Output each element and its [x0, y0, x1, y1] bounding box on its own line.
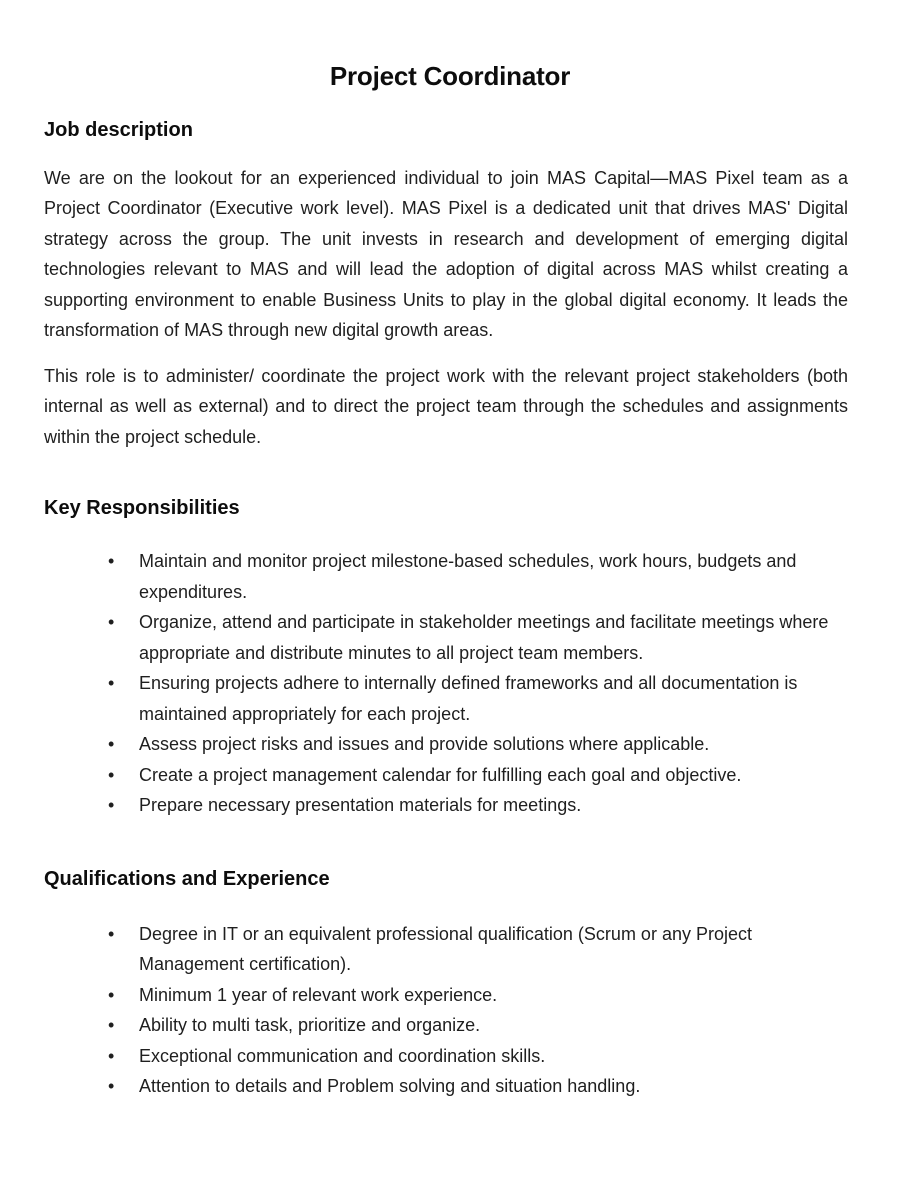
list-item: [32, 1041, 868, 1072]
list-item: [32, 729, 868, 760]
page-title: Project Coordinator: [329, 61, 571, 91]
list-item-text: Exceptional communication and coordination skills.: [139, 1045, 546, 1066]
bullet-icon: •: [108, 673, 115, 694]
bullet-icon: •: [108, 764, 115, 785]
list-item-text: Prepare necessary presentation materials for meetings.: [139, 795, 582, 816]
bullet-icon: •: [108, 923, 115, 944]
list-item-text: Ensuring projects adhere to internally defined frameworks and all documentation is maintained appropriately for each project.: [139, 673, 798, 724]
bullet-icon: •: [108, 551, 115, 572]
list-item: [32, 790, 868, 821]
section-heading-qualifications-and-experience: Qualifications and Experience: [44, 867, 330, 890]
list-item-text: Organize, attend and participate in stakeholder meetings and facilitate meetings where appropriate and distribute minutes to all project team members.: [139, 612, 829, 663]
list-item-text: Create a project management calendar for fulfilling each goal and objective.: [139, 764, 742, 785]
job-description-paragraph-1: We are on the lookout for an experienced individual to join MAS Capital—MAS Pixel team as a Project Coordinator (Executive work level). MAS Pixel is a dedicated unit that drives MAS' Digital strategy across the group. The unit invests in research and development of emerging digital technologies relevant to MAS and will lead the adoption of digital across MAS whilst creating a supporting environment to enable Business Units to play in the global digital economy. It leads the transformation of MAS through new digital growth areas.: [44, 167, 848, 341]
list-item: [32, 668, 868, 729]
bullet-icon: •: [108, 734, 115, 755]
list-item: [32, 1071, 868, 1102]
bullet-icon: •: [108, 1015, 115, 1036]
bullet-icon: •: [108, 984, 115, 1005]
job-description-paragraph-2: This role is to administer/ coordinate the project work with the relevant project stakeholders (both internal as well as external) and to direct the project team through the schedules and assignments within the project schedule.: [44, 365, 848, 447]
list-item-text: Degree in IT or an equivalent professional qualification (Scrum or any Project Management certification).: [139, 923, 752, 975]
list-item: [32, 760, 868, 791]
section-heading-job-description: Job description: [44, 118, 193, 141]
list-item: [32, 546, 868, 607]
list-item-text: Maintain and monitor project milestone-based schedules, work hours, budgets and expenditures.: [139, 551, 797, 602]
list-item-text: Minimum 1 year of relevant work experience.: [139, 984, 498, 1005]
list-item-text: Attention to details and Problem solving and situation handling.: [139, 1076, 641, 1097]
list-item-text: Ability to multi task, prioritize and organize.: [139, 1015, 481, 1036]
list-item: [32, 980, 868, 1011]
list-item-text: Assess project risks and issues and provide solutions where applicable.: [139, 734, 710, 755]
list-item: [32, 607, 868, 668]
bullet-icon: •: [108, 795, 115, 816]
key-responsibilities-list: [32, 520, 868, 821]
list-item: [32, 1010, 868, 1041]
qualifications-list: [32, 891, 868, 1102]
bullet-icon: •: [108, 1045, 115, 1066]
bullet-icon: •: [108, 1076, 115, 1097]
list-item: [32, 919, 868, 980]
section-heading-key-responsibilities: Key Responsibilities: [44, 497, 240, 520]
bullet-icon: •: [108, 612, 115, 633]
